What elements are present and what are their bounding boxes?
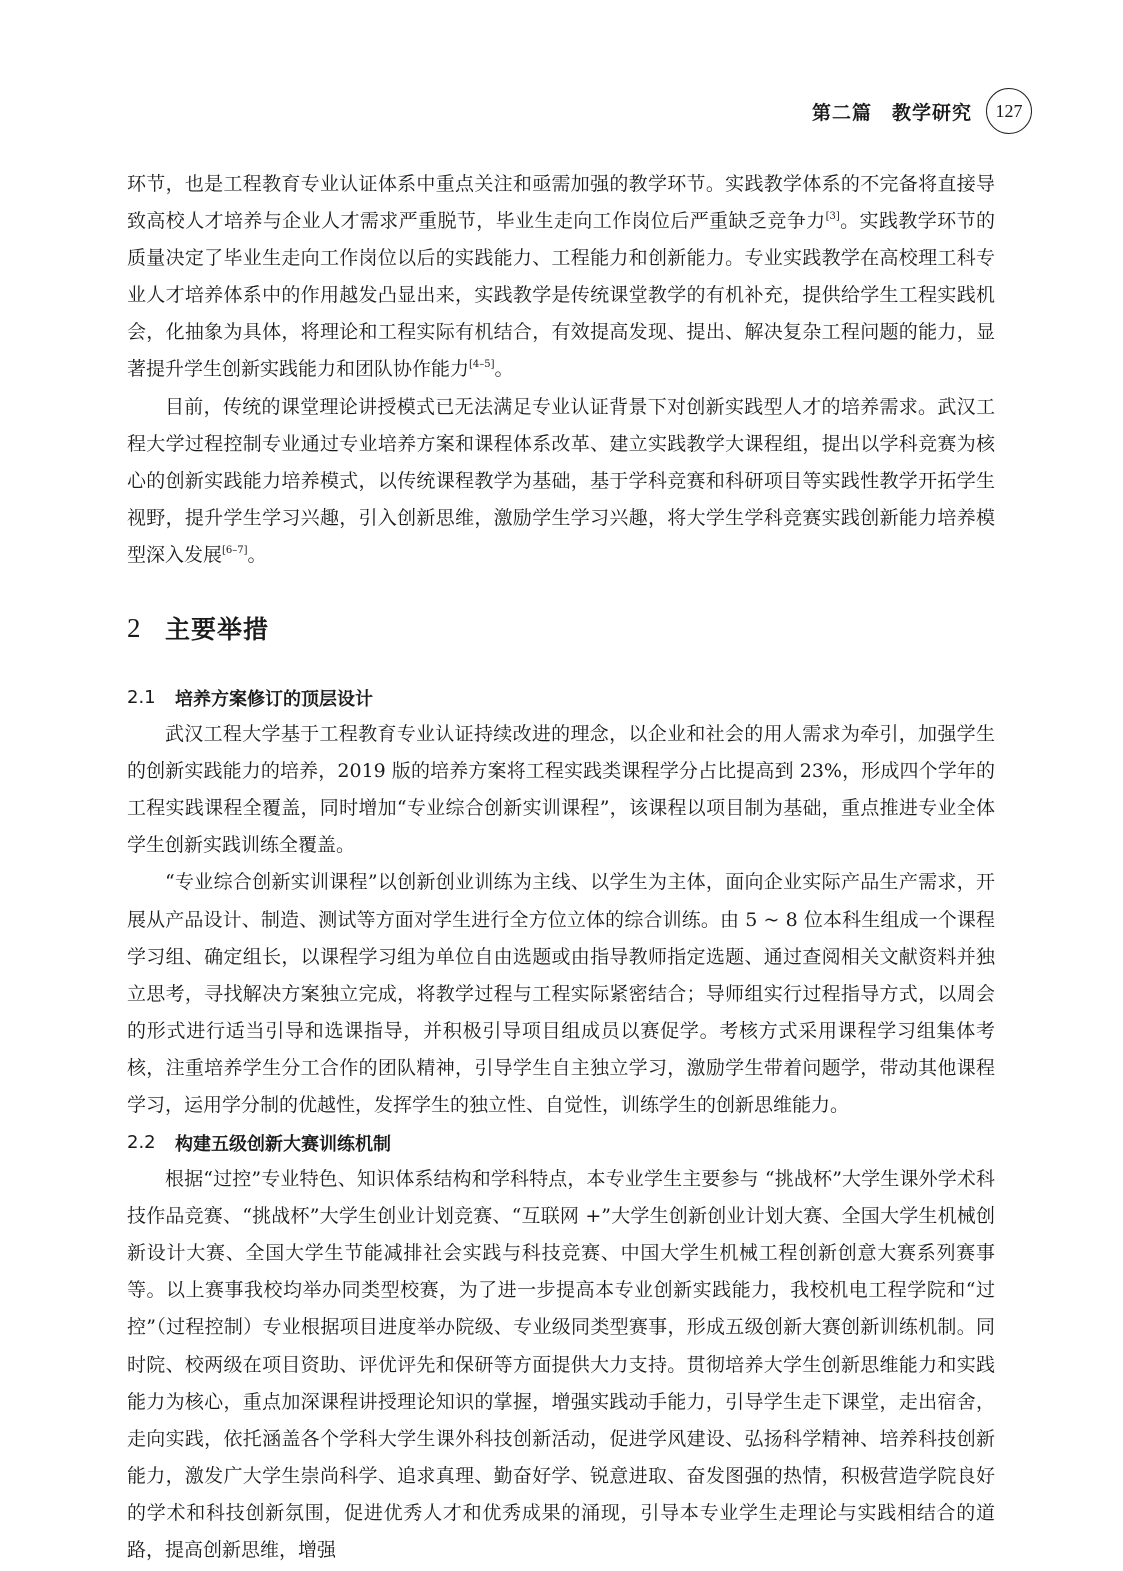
subsection-number: 2.2: [127, 1132, 156, 1154]
subsection-number: 2.1: [127, 687, 156, 709]
section-heading: [127, 604, 995, 652]
citation: [4–5]: [469, 359, 495, 371]
subsection-title: 培养方案修订的顶层设计: [175, 688, 373, 710]
subsection-title: 构建五级创新大赛训练机制: [175, 1133, 391, 1155]
paragraph: 环节，也是工程教育专业认证体系中重点关注和亟需加强的教学环节。实践教学体系的不完备将直接导致高校人才培养与企业人才需求严重脱节，毕业生走向工作岗位后严重缺乏竞争力[3]。实践教学环节的质量决定了毕业生走向工作岗位以后的实践能力、工程能力和创新能力。专业实践教学在高校理工科专业人才培养体系中的作用越发凸显出来，实践教学是传统课堂教学的有机补充，提供给学生工程实践机会，化抽象为具体，将理论和工程实际有机结合，有效提高发现、提出、解决复杂工程问题的能力，显著提升学生创新实践能力和团队协作能力[4–5]。: [127, 173, 995, 381]
section-label: 第二篇 教学研究: [811, 101, 972, 124]
paragraph: “专业综合创新实训课程”以创新创业训练为主线、以学生为主体，面向企业实际产品生产需求，开展从产品设计、制造、测试等方面对学生进行全方位立体的综合训练。由 5 ~ 8 位本科生组成一个课程学习组、确定组长，以课程学习组为单位自由选题或由指导教师指定选题、通过查阅相关文献资料并独立思考，寻找解决方案独立完成，将教学过程与工程实际紧密结合；导师组实行过程指导方式，以周会的形式进行适当引导和选课指导，并积极引导项目组成员以赛促学。考核方式采用课程学习组集体考核，注重培养学生分工合作的团队精神，引导学生自主独立学习，激励学生带着问题学，带动其他课程学习，运用学分制的优越性，发挥学生的独立性、自觉性，训练学生的创新思维能力。: [127, 871, 995, 1116]
page-number: 127: [986, 88, 1032, 134]
body-text: [127, 166, 995, 1569]
citation: [6–7]: [222, 544, 248, 556]
citation: [3]: [825, 211, 840, 223]
paragraph: 目前，传统的课堂理论讲授模式已无法满足专业认证背景下对创新实践型人才的培养需求。武汉工程大学过程控制专业通过专业培养方案和课程体系改革、建立实践教学大课程组，提出以学科竞赛为核心的创新实践能力培养模式，以传统课程教学为基础，基于学科竞赛和科研项目等实践性教学开拓学生视野，提升学生学习兴趣，引入创新思维，激励学生学习兴趣，将大学生学科竞赛实践创新能力培养模型深入发展[6–7]。: [127, 395, 995, 566]
subsection-heading: [127, 679, 995, 716]
paragraph: 武汉工程大学基于工程教育专业认证持续改进的理念，以企业和社会的用人需求为牵引，加强学生的创新实践能力的培养，2019 版的培养方案将工程实践类课程学分占比提高到 23%，形成四个学年的工程实践课程全覆盖，同时增加“专业综合创新实训课程”，该课程以项目制为基础，重点推进专业全体学生创新实践训练全覆盖。: [127, 723, 995, 857]
section-title: 主要举措: [165, 615, 270, 645]
running-header: [0, 86, 1032, 136]
paragraph: 根据“过控”专业特色、知识体系结构和学科特点，本专业学生主要参与 “挑战杯”大学生课外学术科技作品竞赛、“挑战杯”大学生创业计划竞赛、“互联网 +”大学生创新创业计划大赛、全国大学生机械创新设计大赛、全国大学生节能减排社会实践与科技竞赛、中国大学生机械工程创新创意大赛系列赛事等。以上赛事我校均举办同类型校赛，为了进一步提高本专业创新实践能力，我校机电工程学院和“过控”（过程控制）专业根据项目进度举办院级、专业级同类型赛事，形成五级创新大赛创新训练机制。同时院、校两级在项目资助、评优评先和保研等方面提供大力支持。贯彻培养大学生创新思维能力和实践能力为核心，重点加深课程讲授理论知识的掌握，增强实践动手能力，引导学生走下课堂，走出宿舍，走向实践，依托涵盖各个学科大学生课外科技创新活动，促进学风建设、弘扬科学精神、培养科技创新能力，激发广大学生崇尚科学、追求真理、勤奋好学、锐意进取、奋发图强的热情，积极营造学院良好的学术和科技创新氛围，促进优秀人才和优秀成果的涌现，引导本专业学生走理论与实践相结合的道路，提高创新思维，增强: [127, 1168, 995, 1561]
subsection-heading: [127, 1124, 995, 1161]
section-number: 2: [127, 612, 141, 643]
